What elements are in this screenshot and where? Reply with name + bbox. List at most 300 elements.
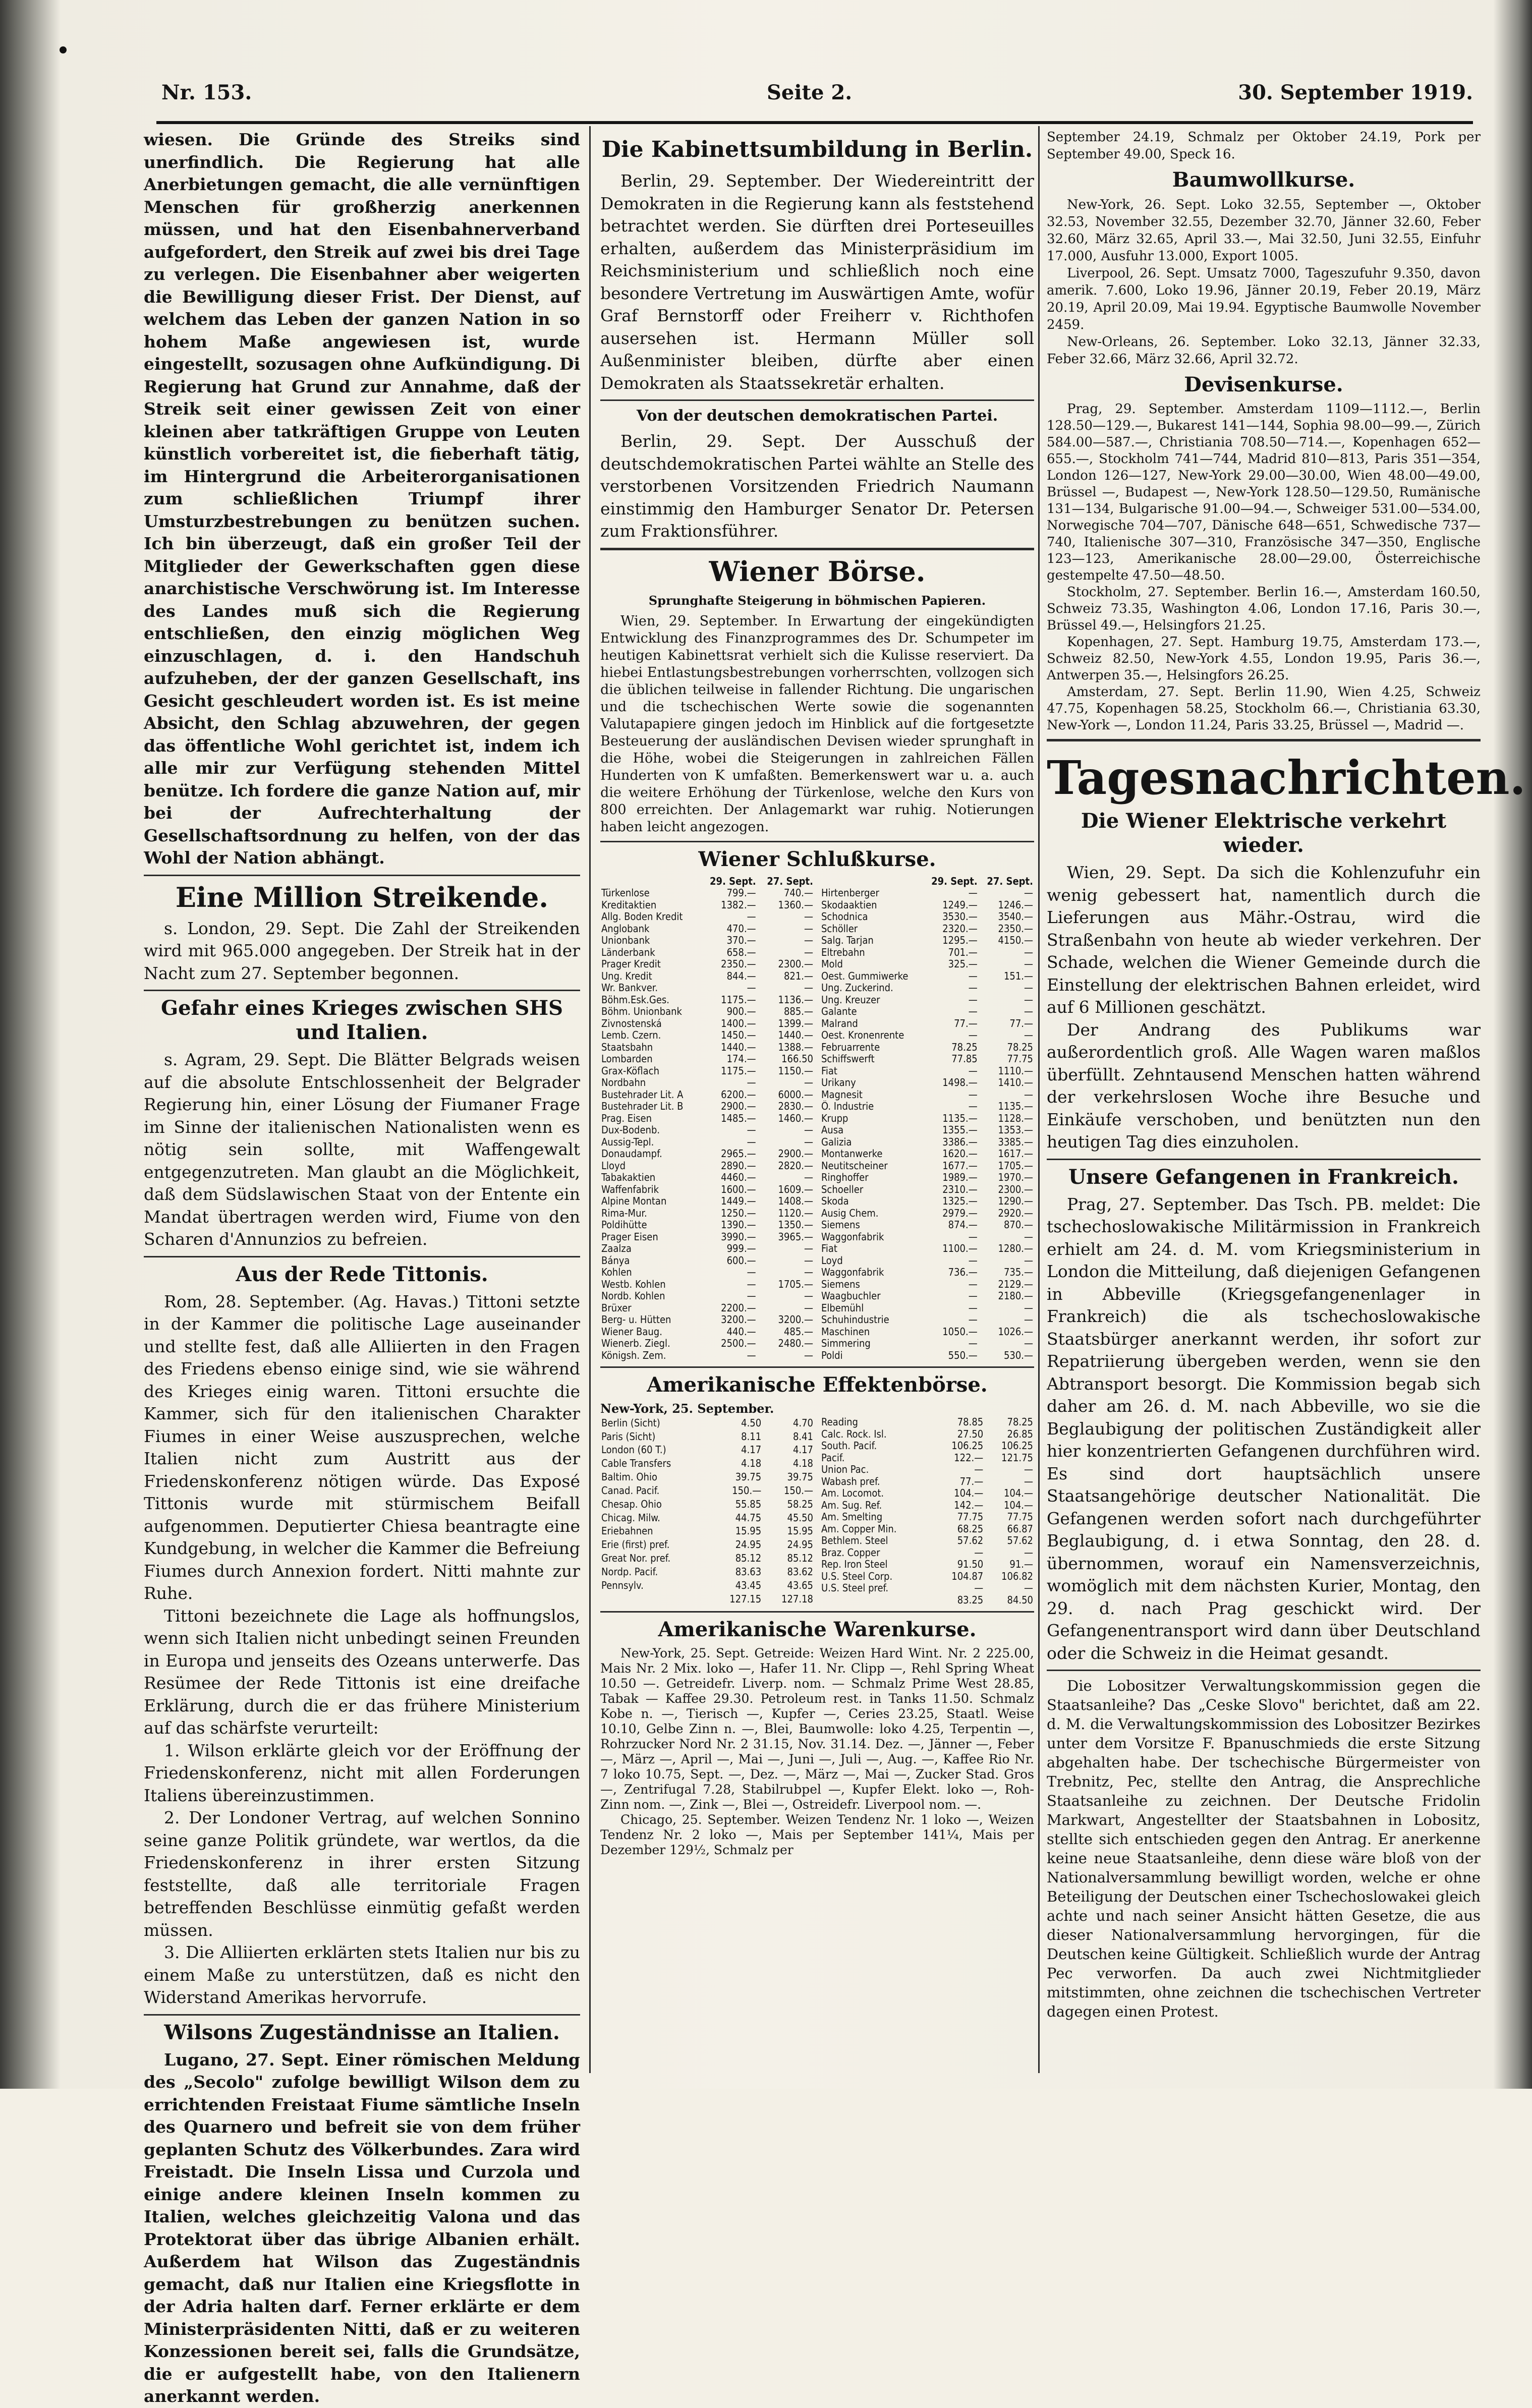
quote-value: 736.— [948,1267,978,1278]
quote-value: 740.— [783,887,813,899]
quote-value: 142.— [954,1499,984,1511]
quote-value: 1350.— [778,1219,813,1231]
security-name: Alpine Montan [601,1195,667,1207]
table-row [820,1559,1034,1571]
quote-value: 68.25 [957,1523,984,1535]
article-waren-text: New-York, 25. Sept. Getreide: Weizen Hard Wint. Nr. 2 225.00, Mais Nr. 2 Mix. loko —, Hafer 11. Nr. Clipp —, Rehl Spring Wheat 10.50 —. Getreidefr. Liverp. nom. — Schmalz Prime West 28.85, Tabak — Kaffee 29.30. Petroleum rest. in Tanks 11.50. Schmalz Kobe n. —, Tierisch —, Kupfer —, Ceries 23.25, Staatl. Weise 10.10, Gelbe Zinn n. —, Blei, Baumwolle: loko 4.25, Terpentin —, Rohrzucker Nord Nr. 2 31.15, Nov. 31.14. Dez. —, Jänner —, Feber —, März —, April —, Mai —, Juni —, Juli —, Aug. —, Kaffee Rio Nr. 7 loko 10.75, Sept. —, Dez. —, März —, Mai —, Zucker Stad. Gros —, Zentrifugal 7.28, Stabilrubpel —, Kupfer Elekt. loko —, Roh-Zinn nom. —, Zink —, Blei —, Ostreidefr. Liverpool nom. —. [600,1646,1034,1812]
quote-value: 66.87 [1007,1523,1033,1535]
security-name: Berlin (Sicht) [601,1416,660,1429]
ink-spot [60,46,67,53]
security-name: Am. Locomot. [821,1487,884,1499]
quote-value: 6000.— [778,1088,813,1101]
table-row [600,970,814,983]
security-name: Allg. Boden Kredit [601,911,683,923]
column-header: 27. Sept. [987,875,1033,887]
quote-value: — [968,1314,978,1326]
divider [1047,1670,1481,1671]
quote-value: — [747,911,756,923]
quote-value: 150.— [783,1484,813,1497]
quote-value: 1485.— [721,1112,756,1124]
table-row [600,1029,814,1042]
quote-value: 104.— [1003,1499,1033,1511]
quote-value: — [747,1136,756,1148]
quote-value: — [968,1290,978,1302]
table-row [820,1160,1034,1172]
table-row [600,1113,814,1125]
table-row [600,911,814,923]
quote-value: 55.85 [735,1498,762,1510]
security-name: Chesap. Ohio [601,1498,662,1510]
table-row [820,1594,1034,1607]
quote-value: 2310.— [942,1183,978,1195]
headline-tittoni: Aus der Rede Tittonis. [236,1262,488,1286]
quote-value: — [974,1464,984,1475]
quote-value: 440.— [726,1326,756,1338]
page-number: Seite 2. [767,81,853,104]
divider [600,548,1034,550]
headline-million-streikende: Eine Million Streikende. [175,881,549,913]
table-row [820,1326,1034,1338]
table-row [600,1172,814,1184]
quote-value: — [804,1302,813,1314]
table-row [820,1077,1034,1089]
quote-value: 83.63 [735,1565,762,1578]
table-row [820,1350,1034,1362]
quote-value: 45.50 [787,1511,813,1524]
table-row [600,899,814,911]
effekten-table-right [820,1416,1034,1606]
quote-value: 127.18 [781,1592,813,1605]
quote-value: 1249.— [942,899,978,911]
security-name: Länderbank [601,946,655,958]
quote-value: 2900.— [778,1148,813,1160]
quote-value: 3386.— [942,1136,978,1148]
quote-value: 1460.— [778,1112,813,1124]
article-elektrische-text: Wien, 29. Sept. Da sich die Kohlenzufuhr ein wenig gebessert hat, namentlich durch die Lieferungen aus Mähr.-Ostrau, wird die Straßenbahn von heute ab wieder verkehren. Der Schade, welchen die Wiener Gemeinde durch die Einstellung der elektrischen Bahnen erleidet, wird auf 6 Millionen geschätzt. [1047,863,1481,1017]
column-header: 29. Sept. [931,875,978,887]
quote-value: 799.— [726,887,756,899]
quote-value: 2820.— [778,1160,813,1172]
quote-value: — [1024,1006,1033,1017]
table-row [820,911,1034,923]
headline-schlusskurse: Wiener Schlußkurse. [698,847,936,871]
table-row [600,1552,814,1565]
security-name: Eriebahnen [601,1525,653,1537]
quote-value: 550.— [948,1349,978,1361]
table-row [820,1148,1034,1160]
table-row [820,1006,1034,1018]
quote-value: — [968,1278,978,1290]
quote-value: 1136.— [778,994,813,1006]
quote-value: — [1024,1302,1033,1314]
quote-value: 104.— [954,1487,984,1499]
security-name: Skoda [821,1195,849,1207]
article-tittoni-text: 3. Die Alliierten erklärten stets Italien nur bis zu einem Maße zu unterstützen, daß es nicht den Widerstand Amerikas hervorrufe. [144,1942,580,2007]
quote-value: — [968,1338,978,1349]
headline-gefangene: Unsere Gefangenen in Frankreich. [1068,1165,1459,1189]
quote-value: 1440.— [778,1029,813,1041]
schlusskurse-table-right [820,876,1034,1362]
table-row [600,1457,814,1471]
article-devisen-text: Kopenhagen, 27. Sept. Hamburg 19.75, Amsterdam 173.—, Schweiz 82.50, New-York 4.55, London 19.95, Paris 36.—, Antwerpen 35.—, Helsingfors 26.25. [1047,635,1481,683]
quote-value: 1450.— [721,1029,756,1041]
security-name: Am. Smelting [821,1511,883,1523]
headline-boerse: Wiener Börse. [709,555,926,588]
quote-value: — [1024,982,1033,994]
security-name: Hirtenberger [821,887,879,899]
table-row [820,1416,1034,1428]
quote-value: 2920.— [998,1207,1033,1219]
quote-value: — [1024,887,1033,899]
quote-value: 2890.— [721,1160,756,1172]
quote-value: 24.95 [735,1538,762,1551]
quote-value: 1246.— [998,899,1033,911]
table-row [820,1547,1034,1559]
quote-value: 83.62 [787,1565,813,1578]
security-name: Cable Transfers [601,1457,671,1470]
quote-value: 44.75 [735,1511,762,1524]
quote-value: — [804,946,813,958]
quote-value: 1100.— [942,1243,978,1254]
quote-value: 77.75 [957,1511,984,1523]
quote-value: 1175.— [721,1065,756,1077]
quote-value: 174.— [726,1053,756,1065]
table-header-row [600,876,814,888]
headline-elektrische: Die Wiener Elektrische verkehrt wieder. [1081,809,1447,857]
quote-value: 3200.— [721,1314,756,1326]
quote-value: — [968,1029,978,1041]
table-row [600,1338,814,1350]
security-name: Lemb. Czern. [601,1029,661,1041]
table-row [820,970,1034,983]
table-row [600,923,814,935]
quote-value: 1290.— [998,1195,1033,1207]
security-name: Pacif. [821,1452,845,1464]
table-row [820,1089,1034,1101]
article-gefangene-text: Prag, 27. September. Das Tsch. PB. meldet: Die tschechoslowakische Militärmission in Frankreich erhielt am 24. d. M. vom Kriegsministerium in London die Mitteilung, daß diejenigen Gefangenen in Abbeville (Kriegsgefangenenlager in Frankreich) die als tschechoslowakische Staatsbürger anerkannt werden, ihr sofort zur Repatriierung übergeben werden, wenn sie den Abtransport besorgt. Die Kommission begab sich daher am 26. d. M. nach Abbeville, wo sie die Beglaubigung der politischen Zuständigkeit aller hier konzentrierten Gefangenen durchführen wird. Es sind dort hauptsächlich unsere Staatsangehörige deutscher Nationalität. Die Gefangenen werden sofort nach durchgeführter Beglaubigung, d. i etwa Sonntag, den 28. d. übernommen, worauf ein Namensverzeichnis, womöglich mit dem nächsten Kurier, Montag, den 29. d. nach Prag geschickt wird. Der Gefangenentransport wird dann über Deutschland oder die Schweiz in die Heimat gesandt. [1047,1194,1481,1663]
quote-value: 2300.— [778,958,813,970]
security-name: Westb. Kohlen [601,1278,666,1290]
quote-value: 2979.— [942,1207,978,1219]
table-row [820,1231,1034,1243]
security-name: Prager Eisen [601,1231,658,1243]
security-name: Pennsylv. [601,1579,644,1591]
quote-value: 821.— [783,970,813,982]
security-name: Great Nor. pref. [601,1552,671,1565]
quote-value: 151.— [1003,970,1033,982]
security-name: Eltrebahn [821,946,865,958]
quote-value: 4.17 [741,1444,762,1456]
quote-value: 3530.— [942,911,978,923]
security-name: Grax-Köflach [601,1065,659,1077]
table-row [600,1243,814,1255]
quote-value: 1677.— [942,1160,978,1172]
table-row [600,1314,814,1326]
table-row [820,1511,1034,1523]
security-name: Union Pac. [821,1464,869,1475]
table-row [820,994,1034,1006]
quote-value: 1408.— [778,1195,813,1207]
quote-value: — [804,1243,813,1254]
security-name: Montanwerke [821,1148,883,1160]
column-divider [1038,126,1040,2073]
security-name: Malrand [821,1017,858,1029]
security-name: Maschinen [821,1326,870,1338]
security-name: Aussig-Tepl. [601,1136,654,1148]
quote-value: 6200.— [721,1088,756,1101]
table-row [600,1255,814,1267]
issue-number: Nr. 153. [161,81,252,104]
article-tittoni-text: 2. Der Londoner Vertrag, auf welchen Sonnino seine ganze Politik gründete, war wertlos, da die Friedenskonferenz in ihrer ersten Sitzung feststellte, daß alle territoriale Fragen betreffenden Beschlüsse einmütig gefaßt werden müssen. [144,1808,580,1940]
headline-effekten: Amerikanische Effektenbörse. [647,1373,988,1397]
quote-value: — [974,1582,984,1594]
quote-value: 999.— [726,1243,756,1254]
table-row [600,1416,814,1430]
quote-value: 1150.— [778,1065,813,1077]
table-row [600,1101,814,1113]
divider [600,841,1034,842]
article-baumwolle-text: New-Orleans, 26. September. Loko 32.13, Jänner 32.33, Feber 32.66, März 32.66, April 32.72. [1047,334,1481,367]
quote-value: — [1024,1088,1033,1101]
article-elektrische-text: Der Andrang des Publikums war außerordentlich groß. Alle Wagen waren maßlos überfüllt. Zehntausend Menschen hatten während der verkehrslosen Woche ihre Besuche und Einkäufe verschoben, und benützten nun den heutigen Tag dies einzuholen. [1047,1019,1481,1152]
security-name: Fiat [821,1243,837,1254]
quote-value: 2900.— [721,1101,756,1112]
quote-value: 4.50 [741,1416,762,1429]
table-row [820,1219,1034,1231]
table-row [820,935,1034,947]
table-row [600,1219,814,1231]
article-boerse-text: Wien, 29. September. In Erwartung der eingekündigten Entwicklung des Finanzprogrammes des Dr. Schumpeter im heutigen Kabinettsrat verhielt sich die Kulisse reserviert. Da hiebei Entlastungsbestrebungen vorherrschten, vollzogen sich die üblichen teilweise in fallender Richtung. Die ungarischen und die tschechischen Werte sowie die sogenannten Valutapapiere gingen jedoch im Hinblick auf die fortgesetzte Besteuerung der ausländischen Devisen wieder sprunghaft in die Höhe, wobei die Steigerungen in zahlreichen Fällen Hunderten von K umfaßten. Bemerkenswert war u. a. auch die weitere Erhöhung der Türkenlose, welche den Kurs von 800 erreichten. Der Anlagemarkt war ruhig. Notierungen haben leicht angezogen. [600,613,1034,835]
security-name: Schoeller [821,1183,864,1195]
security-name: South. Pacif. [821,1440,877,1452]
quote-value: 2830.— [778,1101,813,1112]
table-row [820,1195,1034,1208]
quote-value: — [804,1124,813,1136]
divider [1047,739,1481,741]
quote-value: 15.95 [787,1525,813,1537]
security-name: Nordb. Kohlen [601,1290,665,1302]
article-baumwolle-text: Liverpool, 26. Sept. Umsatz 7000, Tageszufuhr 9.350, davon amerik. 7.600, Loko 19.96, Jänner 20.19, Feber 20.19, März 20.19, April 20.09, Mai 19.94. Egyptische Baumwolle November 2459. [1047,266,1481,332]
issue-date: 30. September 1919. [1238,81,1473,104]
quote-value: 1388.— [778,1041,813,1053]
quote-value: — [968,1065,978,1077]
quote-value: 3200.— [778,1314,813,1326]
table-row [600,1511,814,1525]
security-name: Kreditaktien [601,899,657,911]
quote-value: 1295.— [942,935,978,946]
quote-value: 3540.— [998,911,1033,923]
security-name: Simmering [821,1338,871,1349]
quote-value: 530.— [1003,1349,1033,1361]
quote-value: 1280.— [998,1243,1033,1254]
security-name: Schiffswerft [821,1053,875,1065]
quote-value: 3385.— [998,1136,1033,1148]
table-row [820,1136,1034,1149]
quote-value: — [747,982,756,994]
table-row [820,1302,1034,1314]
quote-value: 1135.— [998,1101,1033,1112]
security-name: Braz. Copper [821,1546,880,1559]
quote-value: 57.62 [957,1535,984,1546]
quote-value: — [968,1231,978,1243]
quote-value: 104.— [1003,1487,1033,1499]
security-name: Am. Copper Min. [821,1523,897,1535]
article-kabinett-text: Berlin, 29. September. Der Wiedereintritt der Demokraten in die Regierung kann als feststehend betrachtet werden. Sie dürften drei Porteseuilles erhalten, außerdem das Ministerpräsidium im Reichsministerium und schließlich noch eine besondere Vertretung im Auswärtigen Amte, wofür Graf Bernstorff oder Freiherr v. Richthofen ausersehen ist. Hermann Müller soll Außenminister bleiben, dürfte aber einen Demokraten als Staatssekretär erhalten. [600,171,1034,393]
quote-value: 1400.— [721,1017,756,1029]
quote-value: 78.85 [957,1416,984,1428]
security-name: Waggonfabrik [821,1267,884,1278]
quote-value: — [747,1278,756,1290]
table-row [600,1430,814,1444]
table-row [820,958,1034,970]
table-row [600,1077,814,1089]
security-name: Poldihütte [601,1219,647,1231]
quote-value: 2300.— [998,1183,1033,1195]
security-name: London (60 T.) [601,1444,666,1456]
quote-value: — [968,982,978,994]
security-name: Paris (Sicht) [601,1430,656,1443]
quote-value: 600.— [726,1254,756,1267]
table-row [600,1470,814,1484]
table-row [600,1525,814,1538]
table-row [600,994,814,1006]
quote-value: 4460.— [721,1172,756,1183]
security-name: Magnesit [821,1088,863,1101]
quote-value: 2180.— [998,1290,1033,1302]
subheadline-boerse: Sprunghafte Steigerung in böhmischen Papieren. [648,593,986,608]
quote-value: 127.15 [729,1592,762,1605]
table-row [600,947,814,959]
table-row [820,1113,1034,1125]
quote-value: — [1024,1029,1033,1041]
quote-value: 57.62 [1007,1535,1033,1546]
quote-value: 77.85 [951,1053,978,1065]
quote-value: 84.50 [1007,1594,1033,1606]
security-name: Brüxer [601,1302,632,1314]
security-name: Wr. Bankver. [601,982,658,994]
security-name: Skodaaktien [821,899,877,911]
quote-value: 2200.— [721,1302,756,1314]
table-row [600,887,814,899]
table-row [820,1487,1034,1500]
quote-value: — [1024,1582,1033,1594]
quote-value: 1250.— [721,1207,756,1219]
quote-value: 1600.— [721,1183,756,1195]
quote-value: — [804,1349,813,1361]
security-name: Waffenfabrik [601,1183,659,1195]
quote-value: 2350.— [721,958,756,970]
quote-value: 2500.— [721,1338,756,1349]
quote-value: 3965.— [778,1231,813,1243]
security-name: Oest. Kronenrente [821,1029,904,1041]
table-row [600,958,814,970]
quote-value: 4.70 [792,1416,813,1429]
security-name: Wabash pref. [821,1475,880,1487]
security-name: Baltim. Ohio [601,1471,657,1483]
quote-value: — [968,1254,978,1267]
quote-value: 77.— [954,1017,978,1029]
table-row [600,1160,814,1172]
quote-value: 91.— [1009,1559,1033,1570]
security-name: Staatsbahn [601,1041,653,1053]
quote-value: — [804,1172,813,1183]
quote-value: 874.— [948,1219,978,1231]
quote-value: 24.95 [787,1538,813,1551]
security-name: Salg. Tarjan [821,935,874,946]
quote-value: 885.— [783,1006,813,1017]
divider [600,1366,1034,1368]
table-row [820,947,1034,959]
divider [144,990,580,991]
quote-value: 1399.— [778,1017,813,1029]
quote-value: — [1024,994,1033,1006]
quote-value: 43.45 [735,1579,762,1591]
quote-value: 166.50 [781,1053,813,1065]
table-row [820,1208,1034,1220]
effekten-tables [600,1416,1034,1606]
quote-value: 85.12 [735,1552,762,1565]
article-lobositz-text: Die Lobositzer Verwaltungskommission gegen die Staatsanleihe? Das „Ceske Slovo" berichtet, daß am 22. d. M. die Verwaltungskommission des Lobositzer Bezirkes unter dem Vorsitze F. Bpanuschmieds die erste Sitzung abgehalten habe. Der tschechische Bürgermeister von Trebnitz, Pec, stellte den Antrag, die Ansprechliche Staatsanleihe zu zeichnen. Der Deutsche Fridolin Markwart, Angestellter der Staatsbahnen in Lobositz, stellte sich entschieden gegen den Antrag. Er anerkenne keine neue Staatsanleihe, denn diese wäre bloß von der Nationalversammlung bewilligt worden, welche er ohne Beteiligung der Deutschen einer Tschechoslowakei gleich achte und nach seiner Ansicht hätten Gesetze, die aus dieser Nationalversammlung hervorgingen, für die Deutschen keine Gültigkeit. Schließlich wurde der Antrag Pec verworfen. Da auch zwei Nichtmitglieder mitstimmten, ohne zeichnen die tschechischen Vertreter dagegen einen Protest. [1047,1677,1481,2020]
quote-value: 77.— [1009,1017,1033,1029]
quote-value: 2320.— [942,923,978,935]
table-row [600,1579,814,1592]
security-name: Chicag. Milw. [601,1511,660,1524]
security-name: Bustehrader Lit. A [601,1088,684,1101]
security-name [820,1594,934,1607]
table-row [820,1535,1034,1547]
table-row [600,1231,814,1243]
security-name: Bethlem. Steel [821,1535,888,1546]
security-name: Canad. Pacif. [601,1484,660,1497]
quote-value: 39.75 [787,1471,813,1483]
security-name: Poldi [821,1349,843,1361]
table-row [600,1065,814,1077]
quote-value: 1449.— [721,1195,756,1207]
quote-value: 1410.— [998,1077,1033,1088]
headline-krieg: Gefahr eines Krieges zwischen SHS und Italien. [160,996,563,1044]
security-name: Bustehrader Lit. B [601,1101,684,1112]
table-row [820,1255,1034,1267]
divider [144,2014,580,2016]
article-chicago-text: Chicago, 25. September. Weizen Tendenz Nr. 1 loko —, Weizen Tendenz Nr. 2 loko —, Mais per September 141¼, Mais per Dezember 129½, Schmalz per [600,1812,1034,1857]
quote-value: 85.12 [787,1552,813,1565]
headline-partei: Von der deutschen demokratischen Partei. [636,407,998,425]
table-row [600,1018,814,1030]
table-row [600,1538,814,1552]
security-name: Am. Sug. Ref. [821,1499,882,1511]
quote-value: 58.25 [787,1498,813,1510]
quote-value: 1382.— [721,899,756,911]
security-name: U.S. Steel pref. [821,1582,889,1594]
security-name: Loyd [821,1254,843,1267]
quote-value: 121.75 [1001,1452,1033,1464]
table-row [820,923,1034,935]
security-name: Wienerb. Ziegl. [601,1338,670,1349]
table-row [600,1484,814,1498]
schlusskurse-tables [600,876,1034,1362]
table-row [600,1290,814,1302]
security-name: Februarrente [821,1041,880,1053]
column-header: 27. Sept. [767,875,813,887]
quote-value: — [968,1101,978,1112]
quote-value: 15.95 [735,1525,762,1537]
quote-value: 106.25 [1001,1440,1033,1452]
security-name: Tabakaktien [601,1172,656,1183]
headline-tagesnachrichten: Tagesnachrichten. [1047,751,1526,805]
security-name: Urikany [821,1077,856,1088]
effekten-table-left [600,1416,814,1606]
quote-value: 370.— [726,935,756,946]
